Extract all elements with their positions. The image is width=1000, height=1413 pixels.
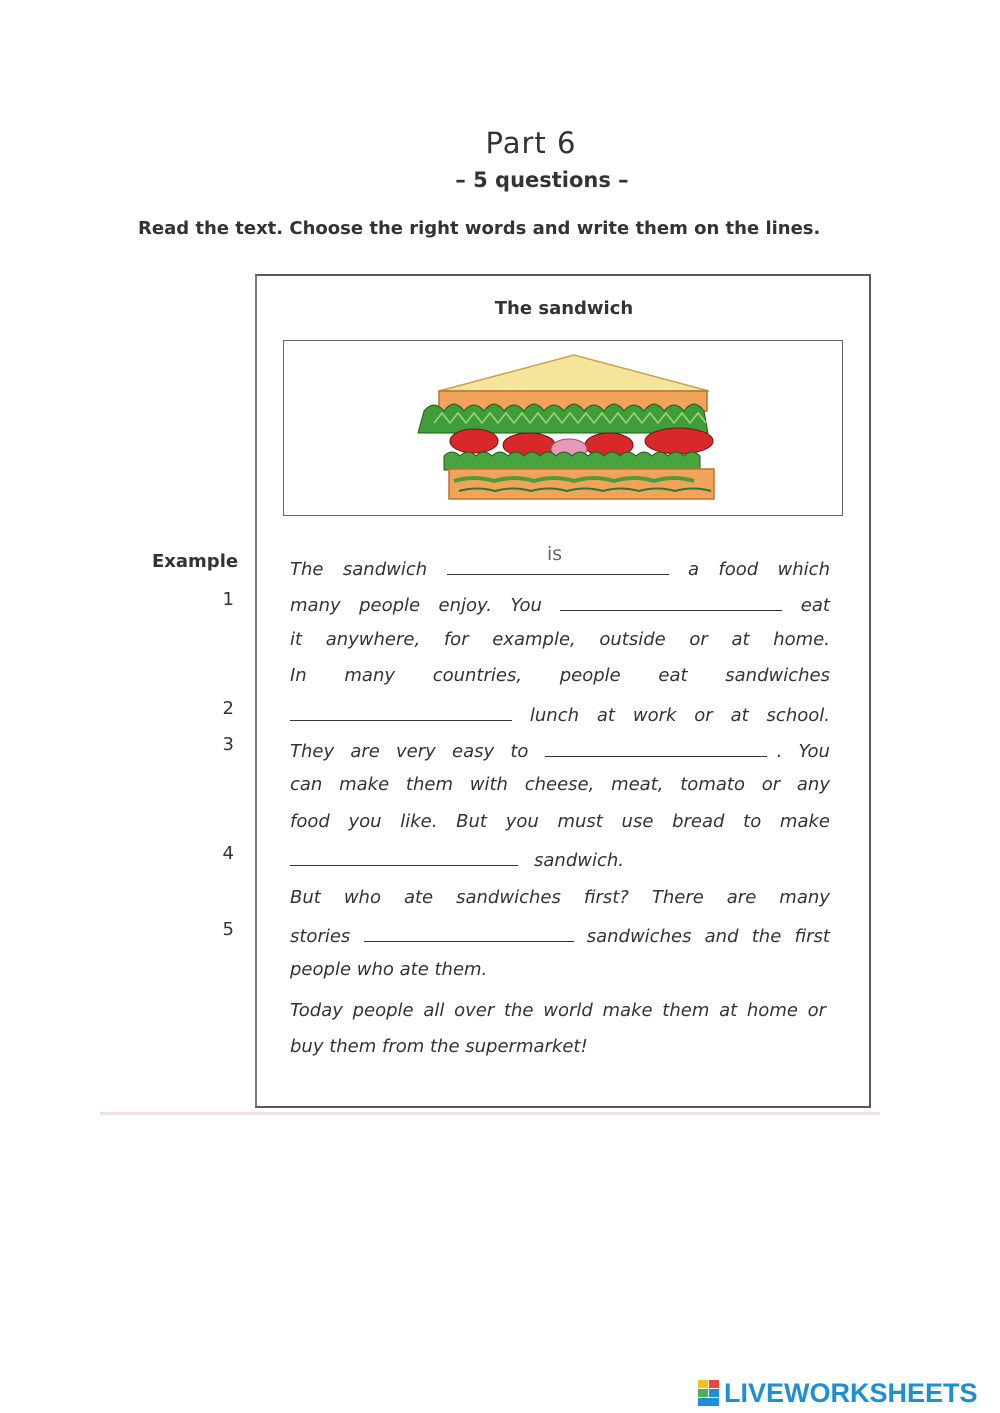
word: a — [687, 559, 699, 580]
word: can — [290, 774, 323, 795]
word: You — [798, 741, 830, 762]
word: work — [632, 705, 677, 726]
word: with — [469, 774, 508, 795]
word: must — [557, 811, 603, 832]
text: buy them from the supermarket! — [290, 1036, 588, 1057]
answer-blank-2[interactable] — [290, 702, 512, 721]
word: very — [396, 741, 436, 762]
word: You — [510, 595, 542, 616]
word: There — [651, 887, 704, 908]
word: at — [730, 705, 749, 726]
questions-subtitle: – 5 questions – — [455, 168, 629, 192]
word: who — [343, 887, 381, 908]
word: cheese, — [524, 774, 595, 795]
word: sandwiches — [586, 926, 692, 947]
word: it — [290, 629, 303, 650]
word: and — [704, 926, 739, 947]
liveworksheets-logo-icon — [698, 1380, 720, 1406]
word: to — [510, 741, 529, 762]
word: sandwiches — [725, 665, 830, 686]
text-line-7 — [290, 774, 830, 795]
text-line-12 — [290, 959, 487, 980]
answer-blank-4[interactable] — [290, 847, 518, 866]
sandwich-illustration — [284, 341, 842, 515]
word: outside — [599, 629, 666, 650]
word: or — [694, 705, 713, 726]
part-title: Part 6 — [485, 126, 577, 160]
page-divider — [100, 1112, 880, 1115]
text-line-13 — [290, 1000, 826, 1021]
word: at — [596, 705, 615, 726]
word: first — [794, 926, 830, 947]
text-line-2 — [290, 592, 830, 616]
word: like. — [400, 811, 438, 832]
question-number-5: 5 — [222, 919, 234, 940]
word: anywhere, — [325, 629, 421, 650]
word: countries, — [432, 665, 523, 686]
word: sandwich — [342, 559, 428, 580]
word: But — [456, 811, 487, 832]
word: . — [776, 741, 783, 762]
word: ate — [403, 887, 434, 908]
word: use — [621, 811, 654, 832]
brand-name: LIVEWORKSHEETS — [724, 1377, 978, 1408]
text-line-10 — [290, 887, 830, 908]
instructions: Read the text. Choose the right words and write them on the lines. — [138, 218, 821, 239]
text: people who ate them. — [290, 959, 488, 980]
word: enjoy. — [438, 595, 492, 616]
word: or — [689, 629, 708, 650]
word: many — [779, 887, 830, 908]
question-number-1: 1 — [222, 589, 234, 610]
question-number-4: 4 — [222, 843, 234, 864]
answer-blank-3[interactable] — [545, 738, 767, 757]
text-line-1 — [290, 556, 830, 580]
word: But — [290, 887, 321, 908]
word: are — [350, 741, 380, 762]
text-line-14 — [290, 1036, 588, 1057]
word: any — [796, 774, 830, 795]
word: people — [359, 595, 421, 616]
text-line-3 — [290, 629, 830, 650]
word: example, — [492, 629, 576, 650]
word: the — [751, 926, 782, 947]
word: many — [344, 665, 396, 686]
word: you — [348, 811, 382, 832]
word: them — [405, 774, 453, 795]
word: stories — [290, 926, 351, 947]
word: easy — [452, 741, 495, 762]
word: at — [731, 629, 750, 650]
word: for — [443, 629, 469, 650]
word: sandwiches — [456, 887, 561, 908]
story-title: The sandwich — [494, 298, 634, 319]
word: many — [290, 595, 341, 616]
word: home. — [773, 629, 830, 650]
answer-blank-1[interactable] — [560, 592, 782, 611]
text-line-6 — [290, 738, 830, 762]
text-line-9 — [290, 847, 624, 871]
text-line-8 — [290, 811, 830, 832]
text-line-11 — [290, 923, 830, 947]
example-blank — [447, 556, 669, 575]
question-number-2: 2 — [222, 698, 234, 719]
word: eat — [800, 595, 830, 616]
word: you — [505, 811, 539, 832]
word: food — [718, 559, 759, 580]
word: school. — [766, 705, 830, 726]
sandwich-illustration-box — [283, 340, 843, 516]
text: Today people all over the world make them at home or — [290, 1000, 827, 1021]
word: or — [761, 774, 781, 795]
word: first? — [583, 887, 629, 908]
example-answer: is — [547, 543, 563, 565]
word: eat — [658, 665, 688, 686]
word: They — [290, 741, 335, 762]
word: are — [726, 887, 757, 908]
word: tomato — [680, 774, 745, 795]
word: people — [559, 665, 621, 686]
word: The — [290, 559, 324, 580]
example-label: Example — [152, 551, 239, 572]
word: lunch — [529, 705, 579, 726]
word: which — [777, 559, 830, 580]
word: make — [779, 811, 830, 832]
text-line-5 — [290, 702, 830, 726]
question-number-3: 3 — [222, 734, 234, 755]
liveworksheets-logo — [698, 1378, 978, 1408]
word: In — [290, 665, 307, 686]
answer-blank-5[interactable] — [364, 923, 574, 942]
word: make — [339, 774, 390, 795]
word: to — [743, 811, 762, 832]
word: bread — [672, 811, 725, 832]
word: food — [290, 811, 330, 832]
word: sandwich. — [534, 850, 624, 871]
text-line-4 — [290, 665, 830, 686]
word: meat, — [611, 774, 664, 795]
